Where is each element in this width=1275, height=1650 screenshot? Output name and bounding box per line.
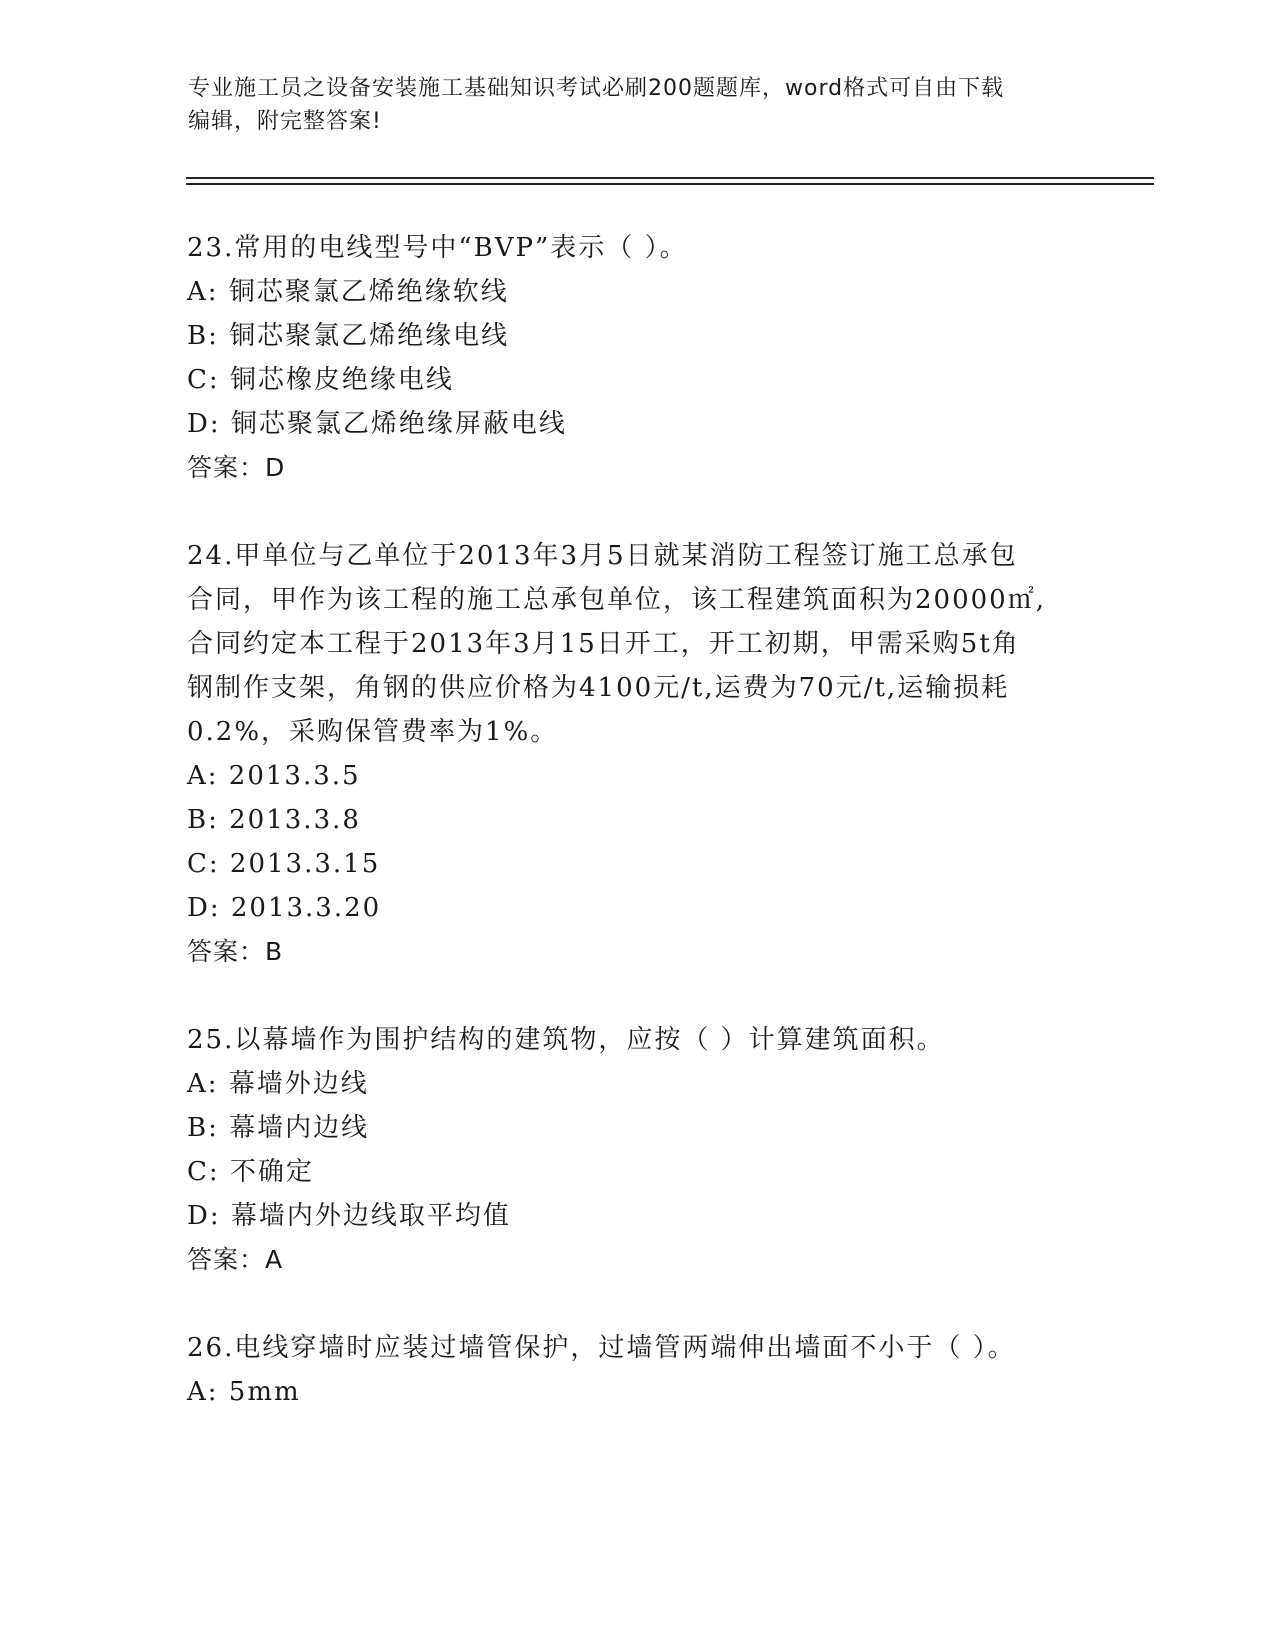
question-26-option-a: A: 5mm	[187, 1377, 301, 1407]
question-23-option-d: D: 铜芯聚氯乙烯绝缘屏蔽电线	[187, 409, 567, 439]
header-line-1: 专业施工员之设备安装施工基础知识考试必刷200题题库，word格式可自由下载	[188, 76, 1005, 101]
question-25-option-c: C: 不确定	[187, 1157, 314, 1187]
question-25-stem: 25.以幕墙作为围护结构的建筑物，应按（ ）计算建筑面积。	[187, 1025, 945, 1055]
header-divider-bottom	[186, 183, 1154, 185]
question-23-option-a: A: 铜芯聚氯乙烯绝缘软线	[187, 277, 509, 307]
question-23-stem: 23.常用的电线型号中“BVP”表示（ ）。	[187, 233, 688, 263]
question-26-stem: 26.电线穿墙时应装过墙管保护，过墙管两端伸出墙面不小于（ ）。	[187, 1333, 1016, 1363]
header-divider-top	[186, 177, 1154, 179]
question-25-answer: 答案：A	[187, 1245, 284, 1274]
question-24-option-a: A: 2013.3.5	[187, 761, 361, 791]
question-24-stem-line-3: 合同约定本工程于2013年3月15日开工，开工初期，甲需采购5t角	[187, 629, 1020, 659]
question-23-option-c: C: 铜芯橡皮绝缘电线	[187, 365, 454, 395]
header-line-2: 编辑，附完整答案!	[188, 109, 382, 134]
question-25-option-a: A: 幕墙外边线	[187, 1069, 369, 1099]
question-24-stem-line-4: 钢制作支架，角钢的供应价格为4100元/t,运费为70元/t,运输损耗	[187, 673, 1010, 703]
question-24-stem-line-1: 24.甲单位与乙单位于2013年3月5日就某消防工程签订施工总承包	[187, 541, 1018, 571]
question-24-answer: 答案：B	[187, 937, 284, 966]
question-24-stem-line-2: 合同，甲作为该工程的施工总承包单位，该工程建筑面积为20000㎡,	[187, 585, 1046, 615]
question-23-option-b: B: 铜芯聚氯乙烯绝缘电线	[187, 321, 510, 351]
question-24-option-b: B: 2013.3.8	[187, 805, 361, 835]
question-25-option-b: B: 幕墙内边线	[187, 1113, 370, 1143]
question-25-option-d: D: 幕墙内外边线取平均值	[187, 1201, 511, 1231]
question-24-option-c: C: 2013.3.15	[187, 849, 381, 879]
question-24-option-d: D: 2013.3.20	[187, 893, 382, 923]
question-24-stem-line-5: 0.2%，采购保管费率为1%。	[187, 717, 559, 747]
document-header	[188, 72, 1088, 138]
question-23-answer: 答案：D	[187, 453, 286, 482]
